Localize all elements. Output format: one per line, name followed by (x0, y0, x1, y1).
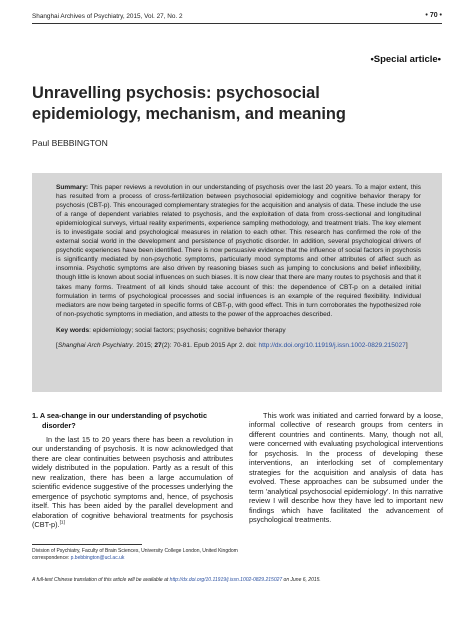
header-rule (32, 23, 442, 24)
body-paragraph-1 (32, 435, 233, 530)
section-heading: 1. A sea-change in our understanding of psychotic disorder? (32, 411, 208, 430)
correspondence-label: correspondence: (32, 555, 71, 562)
body-column-left (32, 411, 233, 530)
article-title: Unravelling psychosis: psychosocial epidemiology, mechanism, and meaning (32, 84, 346, 123)
body-column-right (249, 411, 443, 524)
citation-journal: Shanghai Arch Psychiatry (57, 341, 133, 349)
article-type-label: •Special article• (370, 54, 441, 65)
translation-link[interactable]: http://dx.doi.org/10.11919/j.issn.1002-0829.215027 (169, 577, 283, 583)
translation-date: on June 6, 2015. (282, 577, 321, 583)
summary-text: This paper reviews a revolution in our understanding of psychosis over the last 20 years. To a major extent, this has resulted from a process of cross-fertilization between psychosocial epidemiology and cognitive behavior therapy for psychosis (CBT-p). This encouraged complementary strategies for the acquisition and analysis of data. These include the use of a range of dependent variables related to psychosis, and the exploitation of data from cross-sectional and longitudinal epidemiological surveys, virtual reality experiments, experience sampling methodology, and treatment trials. The key element is to investigate social and psychological measures in relation to each other. This research has confirmed the role of the external social world in the development and persistence of psychotic disorder. In addition, several psychological drivers of psychotic experiences have been identified. There is now persuasive evidence that the influence of social factors in psychosis is significantly mediated by non-psychotic symptoms, particularly mood symptoms and other attributes of affect such as insomnia. Psychotic symptoms are also driven by reasoning biases such as jumping to conclusions and belief inflexibility, though little is known about social influences on such biases. It is now clear that there are many routes to psychosis and that it takes many forms. Treatment of all kinds should take account of this: the dependence of CBT-p on a detailed initial formulation in terms of psychological processes and social influences is an example of the required flexibility. Individual mediators are now being targeted in specific forms of CBT-p, with good effect. This in turn corroborates the hypothesized role of non-psychotic symptoms in mediation, and attests to the power of the approaches described. (56, 184, 422, 318)
citation-rest: (2): 70-81. Epub 2015 Apr 2. doi: (161, 341, 259, 349)
citation-volume: 27 (154, 341, 162, 349)
reference-marker[interactable]: [1] (59, 520, 65, 526)
running-head: Shanghai Archives of Psychiatry, 2015, Vol. 27, No. 2 (32, 13, 183, 20)
footnote-rule (32, 544, 142, 545)
page-number: • 70 • (425, 12, 442, 19)
citation-year: . 2015; (132, 341, 155, 349)
footnote-affiliation (32, 548, 238, 563)
citation-close: ] (405, 341, 408, 349)
translation-note (32, 577, 321, 583)
correspondence-line (32, 555, 238, 562)
translation-note-text: A full-text Chinese translation of this article will be available at (32, 577, 170, 583)
summary-label: Summary: (56, 184, 89, 191)
keywords-line (56, 326, 421, 335)
abstract-summary (56, 183, 421, 319)
citation-open: [ (56, 341, 58, 349)
author-name: Paul BEBBINGTON (32, 138, 108, 148)
citation-doi-link[interactable]: http://dx.doi.org/10.11919/j.issn.1002-0829.215027 (258, 341, 406, 349)
abstract-box (32, 173, 442, 392)
correspondence-email-link[interactable]: p.bebbington@ucl.ac.uk (70, 555, 125, 562)
paragraph-1-text: In the last 15 to 20 years there has been a revolution in our understanding of psychosis. It is now acknowledged that there are clear continuities between psychosis and attributes widely distributed in the population. Partly as a result of this new realization, there has been a large accumulation of scientific evidence suggestive of the processes underlying the emergence of psychotic symptoms and, hence, of psychosis itself. This has been aided by the parallel development and elaboration of cognitive behavioral treatments for psychosis (CBT-p). (32, 435, 233, 530)
keywords-label: Key words (56, 326, 90, 334)
body-paragraph-2: This work was initiated and carried forward by a loose, informal collective of research groups from centers in different countries and continents. Many, though not all, were concerned with evaluating psychological interventions for psychosis. In the process of developing these interventions, an interlocking set of complementary strategies for the acquisition and analysis of data has evolved. These approaches can be subsumed under the term 'analytical psychosocial epidemiology'. In this narrative review I will describe how they have led to important new findings which have facilitated the advancement of psychological treatments. (249, 411, 443, 524)
citation-line (56, 341, 421, 350)
affiliation-text: Division of Psychiatry, Faculty of Brain Sciences, University College London, United Kingdom (32, 548, 238, 554)
keywords-text: : epidemiology; social factors; psychosis; cognitive behavior therapy (89, 326, 286, 334)
